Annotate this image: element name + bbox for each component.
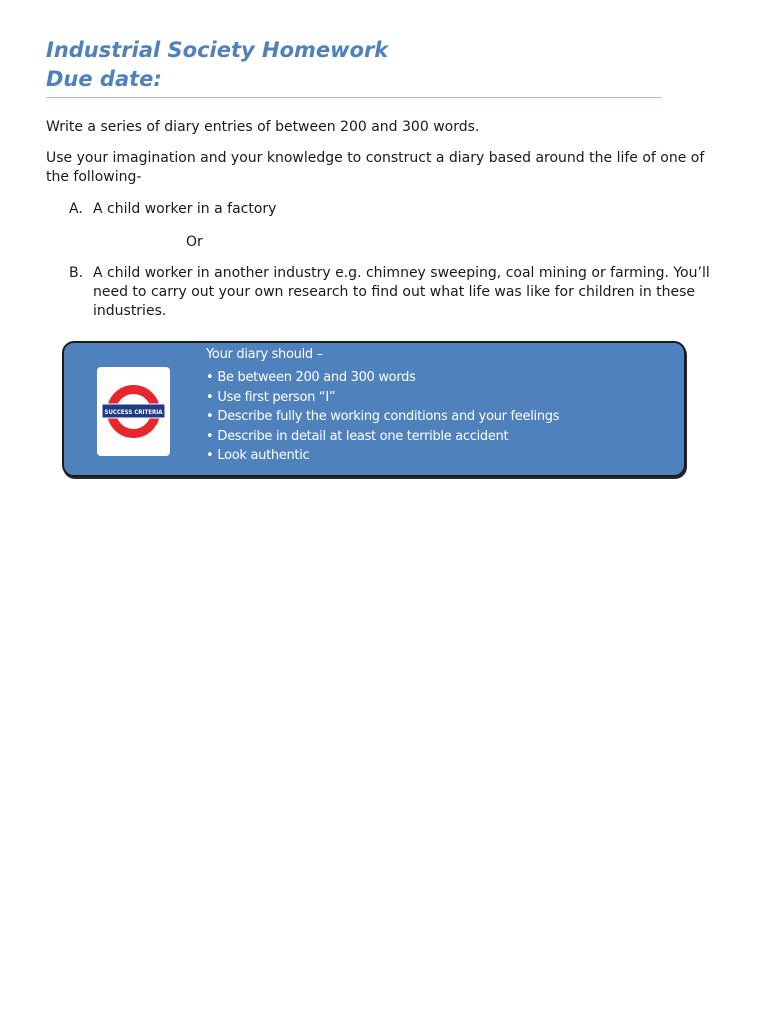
roundel-icon: [97, 367, 170, 456]
criteria-item-text: Look authentic: [217, 448, 310, 463]
success-criteria-logo: [97, 367, 170, 456]
bullet-icon: •: [206, 448, 214, 463]
success-criteria-box: [62, 341, 686, 477]
criteria-text: [206, 345, 676, 466]
due-date-label: Due date:: [46, 67, 162, 91]
option-a-marker: A.: [69, 201, 83, 217]
criteria-item-text: Describe fully the working conditions and your feelings: [217, 409, 560, 424]
or-separator: Or: [186, 234, 203, 250]
criteria-item: [206, 368, 676, 388]
title-underline-rule: [46, 97, 662, 98]
instruction-paragraph: Write a series of diary entries of between 200 and 300 words.: [46, 119, 480, 135]
option-a: [69, 200, 719, 219]
criteria-item-text: Describe in detail at least one terrible accident: [217, 428, 509, 444]
title-heading: Industrial Society Homework: [46, 38, 389, 62]
criteria-item: [206, 427, 676, 447]
roundel-label: SUCCESS CRITERIA: [104, 409, 163, 416]
criteria-item-text: Use first person “I”: [217, 389, 336, 405]
bullet-icon: •: [206, 370, 214, 385]
option-b-text: A child worker in another industry e.g. chimney sweeping, coal mining or farming. You’ll need to carry out your own research to find out what life was like for children in these industries.: [93, 265, 710, 319]
option-b-marker: B.: [69, 265, 84, 281]
criteria-heading: Your diary should –: [206, 347, 323, 362]
bullet-icon: •: [206, 428, 214, 444]
bullet-icon: •: [206, 389, 214, 405]
bullet-icon: •: [206, 409, 214, 424]
page-title: [46, 36, 388, 94]
criteria-item-text: Be between 200 and 300 words: [217, 370, 416, 385]
option-a-text: A child worker in a factory: [93, 201, 277, 217]
option-b: [69, 264, 719, 321]
description-paragraph: Use your imagination and your knowledge to construct a diary based around the life of one of the following-: [46, 150, 705, 185]
criteria-item: [206, 407, 676, 427]
criteria-item: [206, 388, 676, 408]
criteria-item: [206, 446, 676, 466]
criteria-list: [206, 368, 676, 466]
